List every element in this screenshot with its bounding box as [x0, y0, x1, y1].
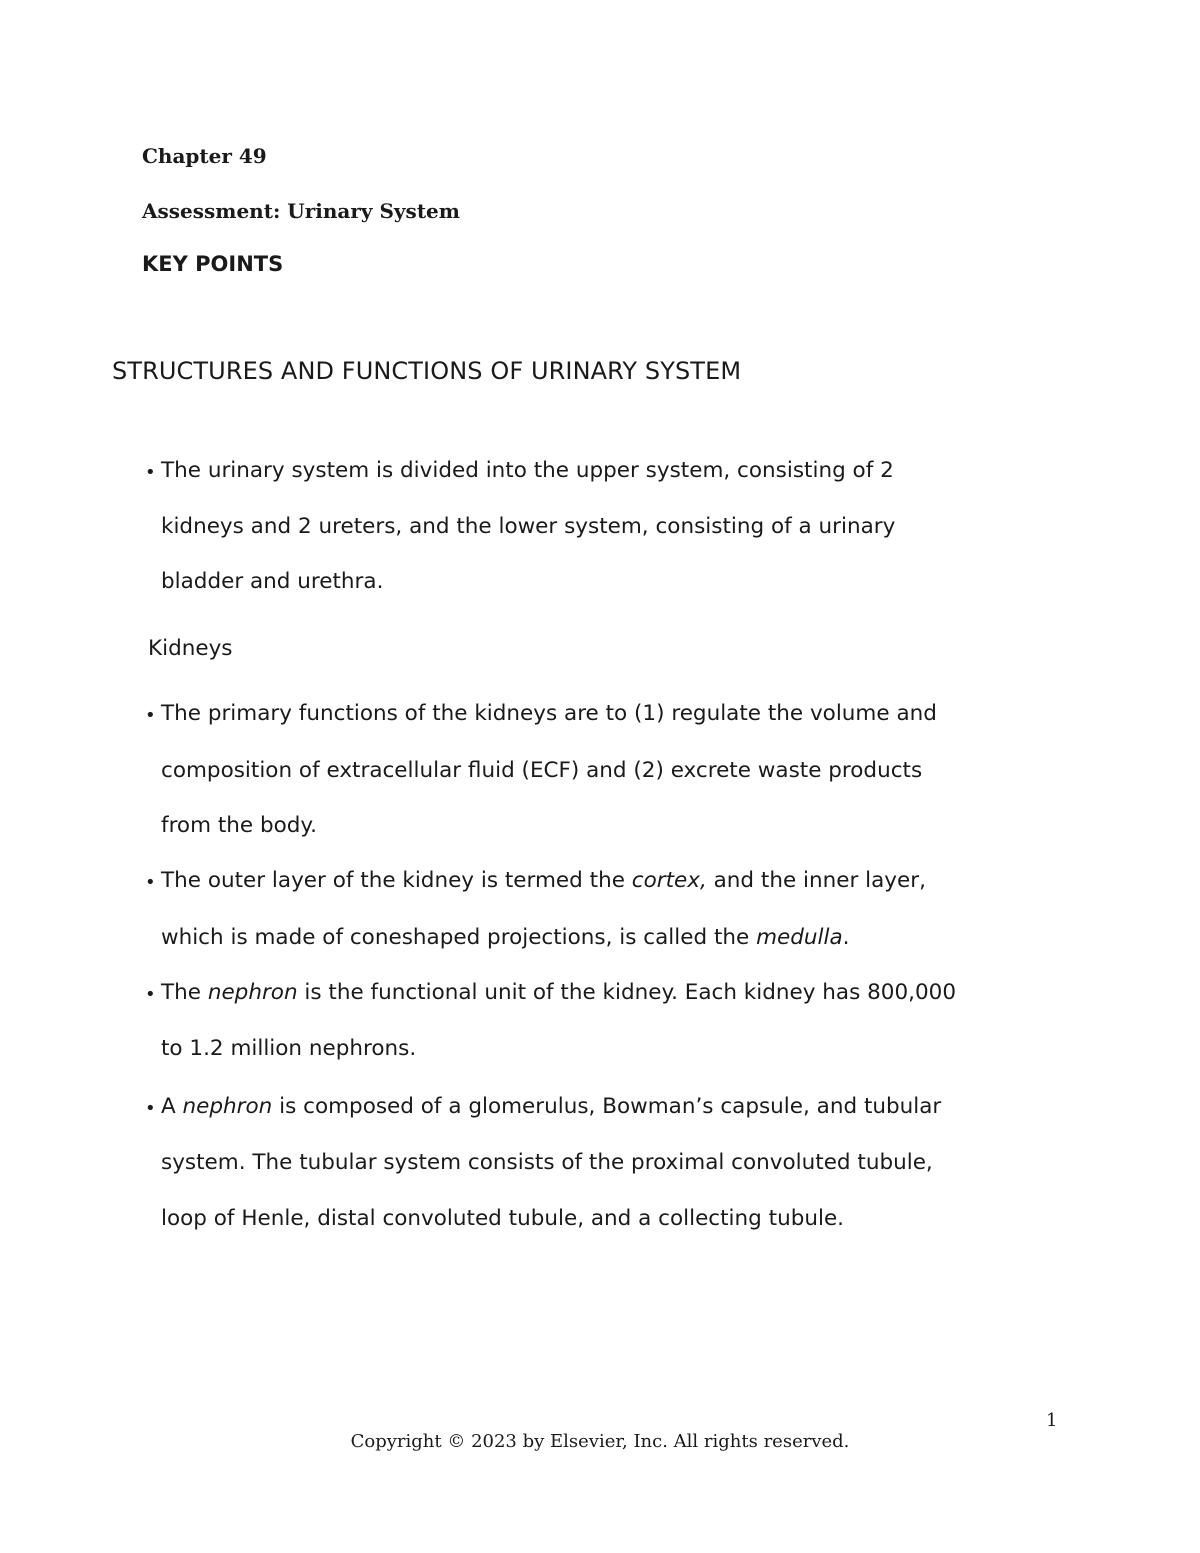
assessment-title: Assessment: Urinary System [142, 199, 460, 223]
subheading-kidneys: Kidneys [148, 636, 233, 661]
page-number: 1 [1046, 1410, 1058, 1431]
bullet-line [161, 982, 956, 1004]
text-run: The [161, 980, 208, 1005]
bullet-line [161, 870, 926, 892]
term-nephron: nephron [182, 1094, 273, 1119]
text-run: and the inner layer, [706, 868, 926, 893]
bullet-line: system. The tubular system consists of the proximal convoluted tubule, [161, 1150, 933, 1175]
key-points-heading: KEY POINTS [142, 252, 284, 276]
bullet-marker: • [145, 462, 156, 483]
bullet-line: to 1.2 million nephrons. [161, 1036, 417, 1061]
bullet-line: loop of Henle, distal convoluted tubule, and a collecting tubule. [161, 1206, 845, 1231]
bullet-line: from the body. [161, 813, 317, 838]
chapter-title: Chapter 49 [142, 144, 267, 168]
bullet-line: kidneys and 2 ureters, and the lower system, consisting of a urinary [161, 514, 896, 539]
bullet-line: bladder and urethra. [161, 569, 384, 594]
bullet-marker: • [145, 1098, 156, 1119]
term-cortex: cortex, [631, 868, 707, 893]
text-run: . [842, 925, 850, 950]
bullet-line: The urinary system is divided into the upper system, consisting of 2 [161, 458, 894, 483]
bullet-marker: • [145, 984, 156, 1005]
text-run: which is made of coneshaped projections, is called the [161, 925, 757, 950]
bullet-line [161, 1096, 941, 1118]
bullet-line: composition of extracellular fluid (ECF) and (2) excrete waste products [161, 758, 923, 783]
text-run: A [161, 1094, 183, 1119]
bullet-line [161, 927, 850, 949]
bullet-line: The primary functions of the kidneys are to (1) regulate the volume and [161, 701, 937, 726]
term-medulla: medulla [756, 925, 843, 950]
text-run: is composed of a glomerulus, Bowman’s capsule, and tubular [272, 1094, 942, 1119]
copyright-notice: Copyright © 2023 by Elsevier, Inc. All rights reserved. [350, 1431, 850, 1452]
term-nephron: nephron [207, 980, 298, 1005]
text-run: is the functional unit of the kidney. Each kidney has 800,000 [297, 980, 957, 1005]
bullet-marker: • [145, 705, 156, 726]
bullet-marker: • [145, 872, 156, 893]
section-heading: STRUCTURES AND FUNCTIONS OF URINARY SYSTEM [112, 357, 742, 385]
text-run: The outer layer of the kidney is termed the [161, 868, 632, 893]
